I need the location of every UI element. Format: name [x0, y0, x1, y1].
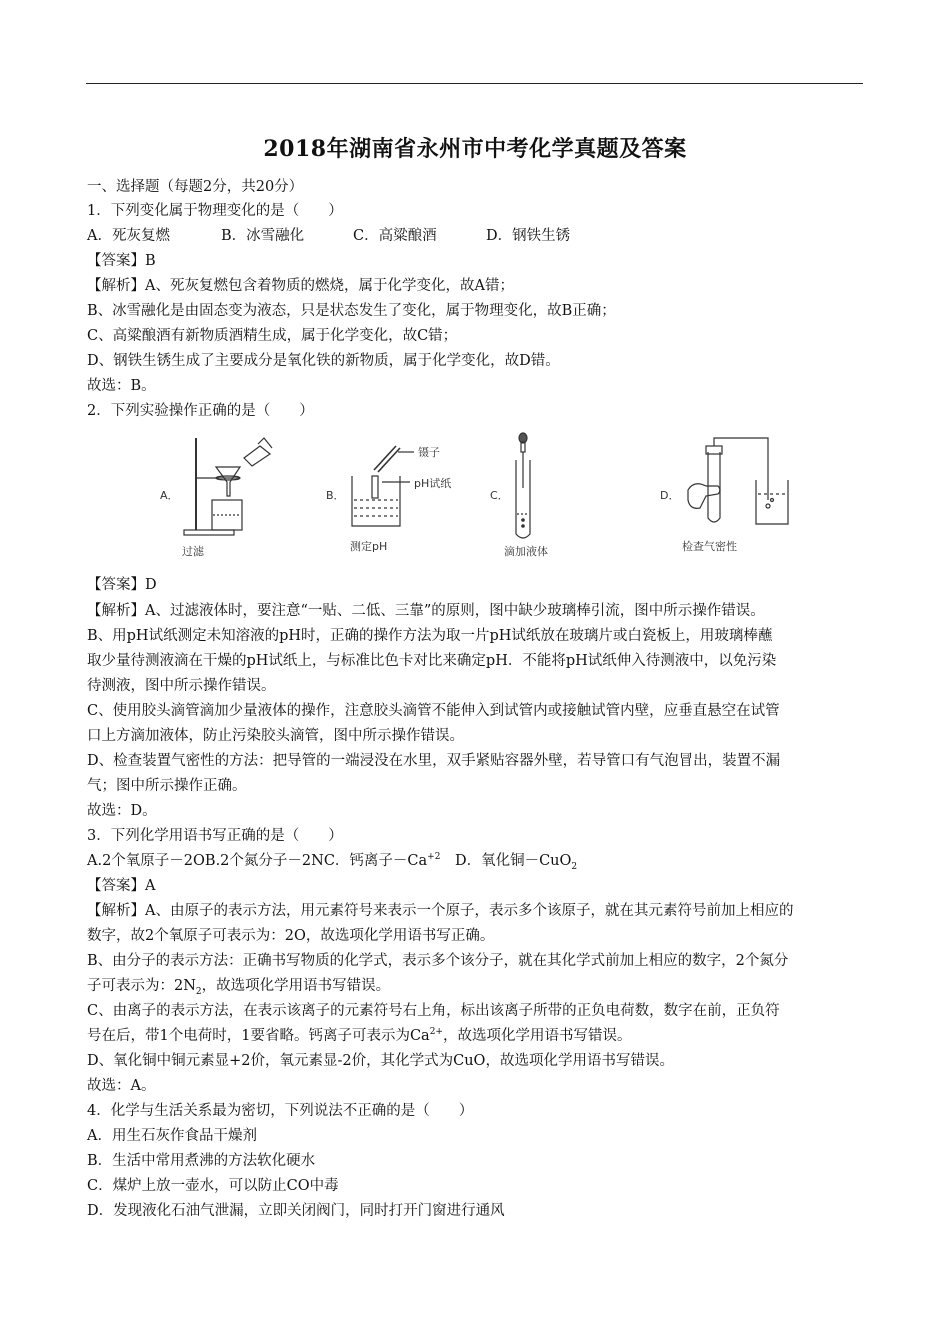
- figure-c-caption: 滴加液体: [504, 545, 548, 558]
- figure-b-letter: B．: [326, 489, 345, 502]
- q2-analysis-line: C、使用胶头滴管滴加少量液体的操作，注意胶头滴管不能伸入到试管内或接触试管内壁，应垂直悬空在试管: [87, 703, 780, 719]
- page-title: 2018年湖南省永州市中考化学真题及答案: [263, 136, 687, 162]
- q3-option-c-charge: +2: [427, 852, 441, 863]
- q1-analysis-line: C、高粱酿酒有新物质酒精生成，属于化学变化，故C错；: [87, 328, 458, 344]
- q4-option-a: A．用生石灰作食品干燥剂: [87, 1128, 257, 1144]
- q3-analysis-6-pre: 号在后，带1个电荷时，1要省略。钙离子可表示为Ca: [87, 1028, 430, 1044]
- q3-analysis-line: 数字，故2个氧原子可表示为：2O，故选项化学用语书写正确。: [87, 928, 495, 944]
- q4-option-c: C．煤炉上放一壶水，可以防止CO中毒: [87, 1178, 339, 1194]
- q3-options: [87, 850, 865, 872]
- q2-analysis-line: 口上方滴加液体，防止污染胶头滴管，图中所示操作错误。: [87, 728, 464, 744]
- q3-analysis-line: B、由分子的表示方法：正确书写物质的化学式，表示多个该分子，就在其化学式前加上相应的数字，2个氮分: [87, 953, 789, 969]
- q3-analysis-line: 【解析】A、由原子的表示方法，用元素符号来表示一个原子，表示多个该原子，就在其元素符号前加上相应的: [87, 903, 794, 919]
- q1-analysis-line: 故选：B。: [87, 378, 156, 394]
- tweezers-label: 镊子: [418, 446, 440, 459]
- q3-option-d: D．氧化铜－CuO: [454, 853, 572, 869]
- q2-analysis-line: 故选：D。: [87, 803, 157, 819]
- ph-paper-label: pH试纸: [414, 477, 452, 490]
- q1-analysis-line: 【解析】A、死灰复燃包含着物质的燃烧，属于化学变化，故A错；: [87, 278, 514, 294]
- figure-c-letter: C．: [490, 489, 509, 502]
- q3-answer: 【答案】A: [87, 878, 156, 894]
- q3-analysis-4-sub: 2: [195, 986, 202, 997]
- q3-analysis-line: [87, 1025, 865, 1047]
- q1-analysis-line: D、钢铁生锈生成了主要成分是氧化铁的新物质，属于化学变化，故D错。: [87, 353, 560, 369]
- q3-analysis-4-post: ，故选项化学用语书写错误。: [201, 978, 391, 994]
- section-heading: 一、选择题（每题2分，共20分）: [87, 179, 304, 195]
- figure-d-caption: 检查气密性: [682, 540, 737, 553]
- q1-analysis-line: B、冰雪融化是由固态变为液态，只是状态发生了变化，属于物理变化，故B正确；: [87, 303, 616, 319]
- q1-stem: 1．下列变化属于物理变化的是（ ）: [87, 203, 343, 219]
- q2-answer: 【答案】D: [87, 577, 157, 593]
- q3-option-d-sub: 2: [571, 861, 578, 872]
- q1-option-d: D．钢铁生锈: [486, 228, 571, 244]
- q2-stem: 2．下列实验操作正确的是（ ）: [87, 403, 314, 419]
- q2-figures: [150, 430, 790, 560]
- figure-b-caption: 测定pH: [350, 540, 388, 553]
- q1-option-b: B．冰雪融化: [221, 228, 305, 244]
- filtration-apparatus-icon: [160, 430, 290, 545]
- q1-option-c: C．高粱酿酒: [353, 228, 437, 244]
- figure-d-letter: D．: [660, 489, 680, 502]
- q1-option-a: A．死灰复燃: [87, 228, 170, 244]
- q3-analysis-line: [87, 975, 865, 997]
- q4-option-b: B．生活中常用煮沸的方法软化硬水: [87, 1153, 316, 1169]
- figure-a-letter: A．: [160, 489, 179, 502]
- q2-analysis-line: B、用pH试纸测定未知溶液的pH时，正确的操作方法为取一片pH试纸放在玻璃片或白瓷板上，用玻璃棒蘸: [87, 628, 773, 644]
- q3-option-a: A.2个氧原子－2O: [87, 853, 205, 869]
- airtightness-apparatus-icon: [660, 430, 800, 545]
- q3-analysis-6-sup: 2+: [429, 1027, 443, 1038]
- q2-analysis-line: 气；图中所示操作正确。: [87, 778, 247, 794]
- q3-analysis-4-pre: 子可表示为：2N: [87, 978, 196, 994]
- q3-option-b: B.2个氮分子－2N: [204, 853, 324, 869]
- q3-analysis-6-post: ，故选项化学用语书写错误。: [442, 1028, 632, 1044]
- top-rule: [86, 83, 863, 84]
- q3-stem: 3．下列化学用语书写正确的是（ ）: [87, 828, 343, 844]
- q3-analysis-line: D、氧化铜中铜元素显+2价，氧元素显-2价，其化学式为CuO，故选项化学用语书写错误。: [87, 1053, 674, 1069]
- figure-ph-test: [326, 430, 466, 560]
- q2-analysis-line: D、检查装置气密性的方法：把导管的一端浸没在水里，双手紧贴容器外壁，若导管口有气泡冒出，装置不漏: [87, 753, 781, 769]
- figure-airtightness: [660, 430, 800, 560]
- q2-analysis-line: 【解析】A、过滤液体时，要注意“一贴、二低、三靠”的原则，图中缺少玻璃棒引流，图中所示操作错误。: [87, 603, 765, 619]
- q4-stem: 4．化学与生活关系最为密切，下列说法不正确的是（ ）: [87, 1103, 474, 1119]
- figure-a-caption: 过滤: [182, 545, 204, 558]
- q1-answer: 【答案】B: [87, 253, 156, 269]
- q4-option-d: D．发现液化石油气泄漏，立即关闭阀门，同时打开门窗进行通风: [87, 1203, 505, 1219]
- figure-filtration: [160, 430, 290, 560]
- q3-analysis-line: 故选：A。: [87, 1078, 156, 1094]
- q3-option-c: C．钙离子－Ca: [323, 853, 428, 869]
- figure-dropper: [490, 430, 590, 560]
- q3-analysis-line: C、由离子的表示方法，在表示该离子的元素符号右上角，标出该离子所带的正负电荷数，数字在前，正负符: [87, 1003, 780, 1019]
- q2-analysis-line: 待测液，图中所示操作错误。: [87, 678, 276, 694]
- q1-options: [87, 225, 865, 247]
- q2-analysis-line: 取少量待测液滴在干燥的pH试纸上，与标准比色卡对比来确定pH．不能将pH试纸伸入待测液中，以免污染: [87, 653, 777, 669]
